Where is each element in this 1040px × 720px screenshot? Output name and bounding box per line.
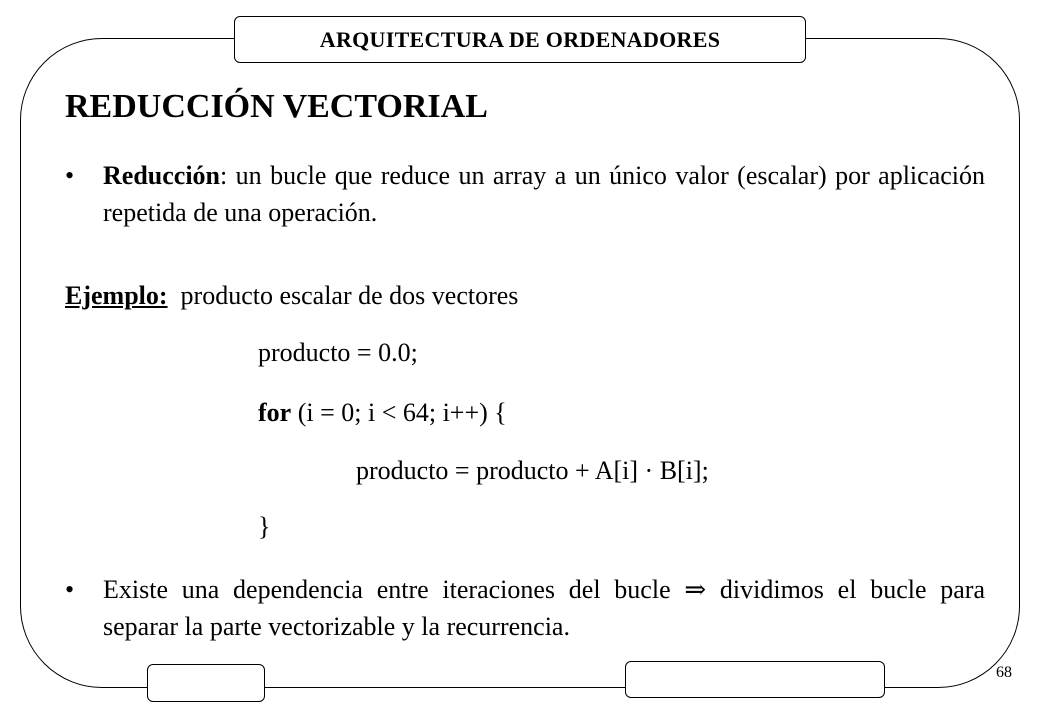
example-label: Ejemplo:: [65, 281, 168, 310]
bullet-dot: •: [65, 161, 75, 190]
bullet-dot: •: [65, 575, 75, 604]
code-line-3: producto = producto + A[i] · B[i];: [356, 456, 709, 485]
implies-arrow-icon: ⇒: [684, 575, 707, 604]
bullet-text: [103, 571, 985, 645]
bullet-text: [103, 157, 985, 231]
footer-right-tab: [625, 661, 885, 698]
header-title: ARQUITECTURA DE ORDENADORES: [319, 26, 721, 52]
bullet-dependencia: [65, 571, 985, 645]
code-for-header: (i = 0; i < 64; i++) {: [291, 398, 507, 427]
example-line: [65, 281, 518, 311]
example-text: producto escalar de dos vectores: [180, 281, 519, 310]
page-number: 68: [996, 664, 1012, 681]
code-keyword-for: for: [258, 398, 292, 427]
bullet2-text-before: Existe una dependencia entre iteraciones del bucle: [103, 575, 685, 604]
term-reduccion: Reducción: [103, 161, 220, 190]
code-line-1: producto = 0.0;: [258, 338, 418, 367]
bullet-reduccion: [65, 157, 985, 231]
header-tab: [234, 16, 806, 63]
code-line-4: }: [258, 512, 271, 541]
footer-left-tab: [147, 664, 265, 702]
bullet1-definition: : un bucle que reduce un array a un único valor (escalar) por aplicación repetida de una operación.: [103, 161, 985, 227]
code-line-2: [258, 398, 507, 428]
bullet2-text-after: dividimos el bucle para separar la parte vectorizable y la recurrencia.: [103, 575, 985, 641]
slide-title: REDUCCIÓN VECTORIAL: [65, 88, 488, 125]
